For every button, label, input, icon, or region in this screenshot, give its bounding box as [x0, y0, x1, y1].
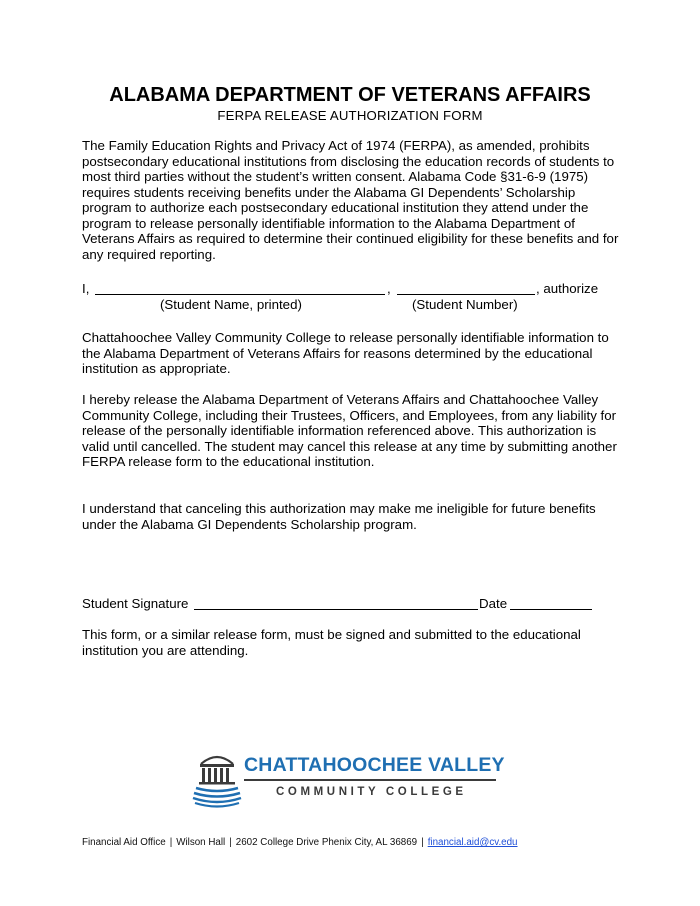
- signature-field[interactable]: [194, 609, 478, 610]
- date-label: Date: [479, 596, 508, 611]
- student-number-field[interactable]: [397, 294, 535, 295]
- page-title: ALABAMA DEPARTMENT OF VETERANS AFFAIRS: [109, 84, 591, 106]
- cancellation-notice-paragraph: I understand that canceling this authorization may make me ineligible for future benefits under the Alabama GI Dependents Scholarship program.: [82, 501, 596, 532]
- release-purpose-paragraph: Chattahoochee Valley Community College to release personally identifiable information to the Alabama Department of Veterans Affairs for reasons determined by the educational institution as appropriate.: [82, 330, 609, 376]
- logo-divider: [244, 779, 496, 781]
- footer-separator: |: [229, 837, 232, 848]
- logo-college-subtitle: COMMUNITY COLLEGE: [276, 786, 467, 798]
- liability-release-paragraph: I hereby release the Alabama Department of Veterans Affairs and Chattahoochee Valley Community College, including their Trustees, Officers, and Employees, from any liability for release of the personally identifiable information referenced above. This authorization is valid until cancelled. The student may cancel this release at any time by submitting another FERPA release form to the educational institution.: [82, 392, 617, 469]
- student-name-field[interactable]: [95, 294, 385, 295]
- college-logo: [192, 748, 505, 810]
- student-number-caption: (Student Number): [412, 297, 518, 312]
- footer-separator: |: [169, 837, 173, 848]
- logo-college-name: CHATTAHOOCHEE VALLEY: [244, 754, 505, 776]
- ferpa-intro-paragraph: The Family Education Rights and Privacy Act of 1974 (FERPA), as amended, prohibits postsecondary educational institutions from disclosing the education records of students to most third parties without the student’s written consent. Alabama Code §31-6-9 (1975) requires students receiving benefits under the Alabama GI Dependents’ Scholarship program to authorize each postsecondary educational institution they attend under the program to release personally identifiable information to the Alabama Department of Veterans Affairs as required to determine their continued eligibility for these benefits and for any required reporting.: [82, 138, 619, 262]
- form-subtitle: FERPA RELEASE AUTHORIZATION FORM: [217, 108, 483, 123]
- authorize-prefix: I,: [82, 281, 90, 296]
- footer-office: Financial Aid Office: [82, 837, 166, 848]
- date-field[interactable]: [510, 609, 592, 610]
- submission-instructions-paragraph: This form, or a similar release form, must be signed and submitted to the educational institution you are attending.: [82, 627, 581, 658]
- authorize-comma: ,: [387, 281, 391, 296]
- footer-separator: |: [421, 837, 424, 848]
- signature-label: Student Signature: [82, 596, 189, 611]
- footer-building: Wilson Hall: [176, 837, 226, 848]
- student-name-caption: (Student Name, printed): [160, 297, 302, 312]
- footer-contact: [82, 837, 518, 849]
- footer-email-link[interactable]: financial.aid@cv.edu: [427, 837, 518, 848]
- college-building-icon: [192, 748, 242, 810]
- footer-address: 2602 College Drive Phenix City, AL 36869: [235, 837, 418, 848]
- authorize-suffix: , authorize: [536, 281, 599, 296]
